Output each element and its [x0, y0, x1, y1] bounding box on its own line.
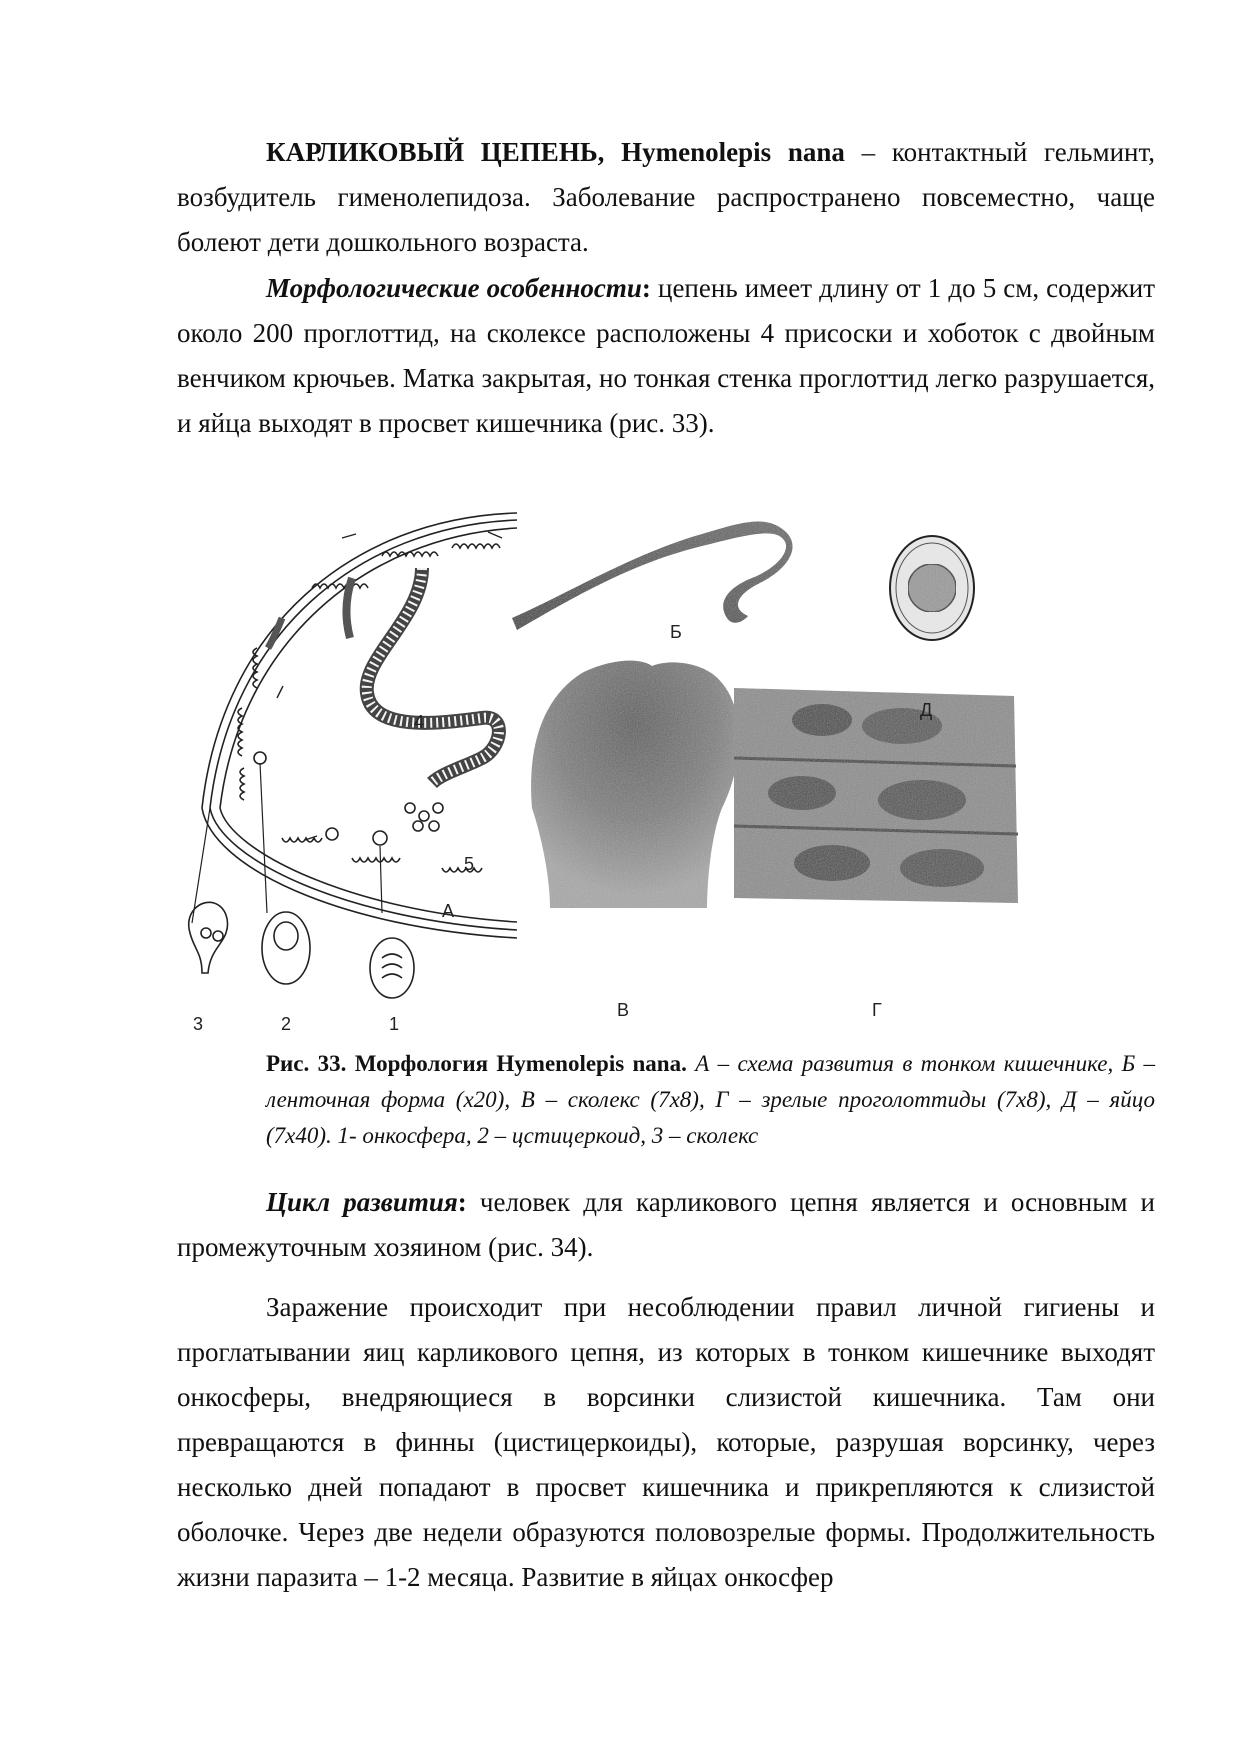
label-5: 5: [464, 854, 475, 874]
species-latin-name: Hymenolepis nana: [621, 137, 845, 167]
species-title: КАРЛИКОВЫЙ ЦЕПЕНЬ,: [266, 137, 605, 167]
caption-text: А – схема развития в тонком кишечнике, Б – ленточная форма (х20), В – сколекс (7х8), Г – зрелые проголоттиды (7х8), Д – яйцо (7х40). 1- онкосфера, 2 – цстицеркоид, 3 – сколекс: [266, 1051, 1155, 1148]
label-2: 2: [281, 1014, 292, 1033]
egg-dot: [433, 803, 443, 813]
sucker: [213, 931, 223, 941]
label-d: Д: [920, 700, 933, 720]
label-1: 1: [389, 1014, 400, 1033]
caption-title: Рис. 33. Морфология Hymenolepis nana.: [266, 1051, 687, 1076]
panel-g-proglottids: [734, 688, 1018, 903]
oncosphere-in-villus: [373, 831, 387, 845]
infection-text: Заражение происходит при несоблюдении правил личной гигиены и проглатывании яиц карликового цепня, из которых в тонком кишечнике выходят онкосферы, внедряющиеся в ворсинки слизистой кишечника. Там они превращаются в финны (цистицеркоиды), которые, разрушая ворсинку, через несколько дней попадают в просвет кишечника и прикрепляются к слизистой оболочке. Через две недели образуются половозрелые формы. Продолжительность жизни паразита – 1-2 месяца. Развитие в яйцах онкосфер: [177, 1292, 1155, 1592]
paragraph-life-cycle: [177, 1180, 1155, 1270]
villi-left: [238, 648, 257, 800]
label-b: Б: [670, 622, 682, 642]
egg-dot: [419, 811, 429, 821]
label-a: А: [442, 901, 455, 921]
paragraph-intro: [177, 130, 1155, 265]
paragraph-infection: [177, 1285, 1155, 1600]
egg-dot: [429, 821, 439, 831]
label-4: 4: [414, 712, 425, 732]
cysticercoid-in-villus: [326, 828, 338, 840]
scolex-in-villus: [254, 752, 266, 764]
morphology-colon: :: [641, 273, 651, 303]
villi-upper: [312, 544, 500, 588]
intro-text: – контактный гельминт, возбудитель гименолепидоза. Заболевание распространено повсеместно, чаще болеют дети дошкольного возраста.: [177, 137, 1155, 257]
label-g: Г: [872, 1000, 882, 1020]
villi-lower: [282, 838, 482, 872]
figure-caption: [266, 1046, 1155, 1154]
morphology-text: цепень имеет длину от 1 до 5 см, содержит около 200 проглоттид, на сколексе расположены 4 присоски и хоботок с двойным венчиком крючьев. Матка закрытая, но тонкая стенка проглоттид легко разрушается, и яйца выходят в просвет кишечника (рис. 33).: [177, 273, 1155, 438]
life-cycle-heading: Цикл развития: [266, 1187, 458, 1217]
paragraph-morphology: [177, 266, 1155, 446]
sucker: [201, 928, 211, 938]
panel-d-egg: [890, 536, 974, 640]
cysticercoid-inner: [274, 922, 298, 950]
label-3: 3: [193, 1014, 204, 1033]
life-cycle-colon: :: [457, 1187, 467, 1217]
direction-arrows: [277, 532, 502, 840]
young-worm: [346, 578, 352, 638]
inset-stages: [189, 902, 414, 998]
label-v: В: [617, 1000, 630, 1020]
adult-worm-strobila: [367, 568, 499, 783]
morphology-heading: Морфологические особенности: [266, 273, 642, 303]
oncosphere-hooks: [382, 954, 402, 978]
figure-33: [182, 508, 1155, 1033]
inset-oncosphere: [370, 938, 414, 998]
life-cycle-text: человек для карликового цепня является и основным и промежуточным хозяином (рис. 34).: [177, 1187, 1155, 1262]
egg-dot: [413, 821, 423, 831]
adult-worm-segments: [367, 568, 499, 783]
panel-a-development-scheme: [192, 513, 517, 938]
panel-v-scolex: [531, 661, 739, 908]
panel-b-ribbon-form: [512, 521, 793, 630]
egg-dot: [405, 803, 415, 813]
